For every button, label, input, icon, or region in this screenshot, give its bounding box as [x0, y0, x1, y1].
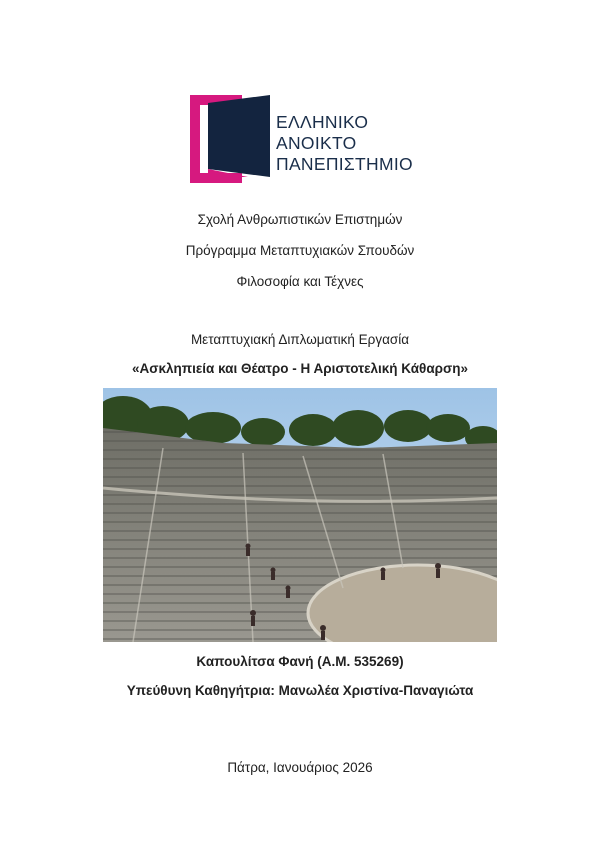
- theatre-photo: [103, 388, 497, 642]
- logo-line-1: ΕΛΛΗΝΙΚΟ: [276, 112, 369, 132]
- logo-line-3: ΠΑΝΕΠΙΣΤΗΜΙΟ: [276, 154, 413, 174]
- supervisor: Υπεύθυνη Καθηγήτρια: Μανωλέα Χριστίνα-Παναγιώτα: [126, 683, 474, 698]
- author: Καπουλίτσα Φανή (Α.Μ. 535269): [196, 654, 404, 669]
- place-date: Πάτρα, Ιανουάριος 2026: [227, 760, 373, 775]
- logo-line-2: ΑΝΟΙΚΤΟ: [276, 133, 357, 153]
- logo-wordmark: [276, 112, 413, 175]
- specialization-name: Φιλοσοφία και Τέχνες: [236, 274, 364, 289]
- thesis-type: Μεταπτυχιακή Διπλωματική Εργασία: [190, 332, 410, 347]
- school-name: Σχολή Ανθρωπιστικών Επιστημών: [197, 212, 403, 227]
- thesis-title: «Ασκληπιεία και Θέατρο - Η Αριστοτελική Κάθαρση»: [132, 361, 468, 376]
- program-name: Πρόγραμμα Μεταπτυχιακών Σπουδών: [185, 243, 415, 258]
